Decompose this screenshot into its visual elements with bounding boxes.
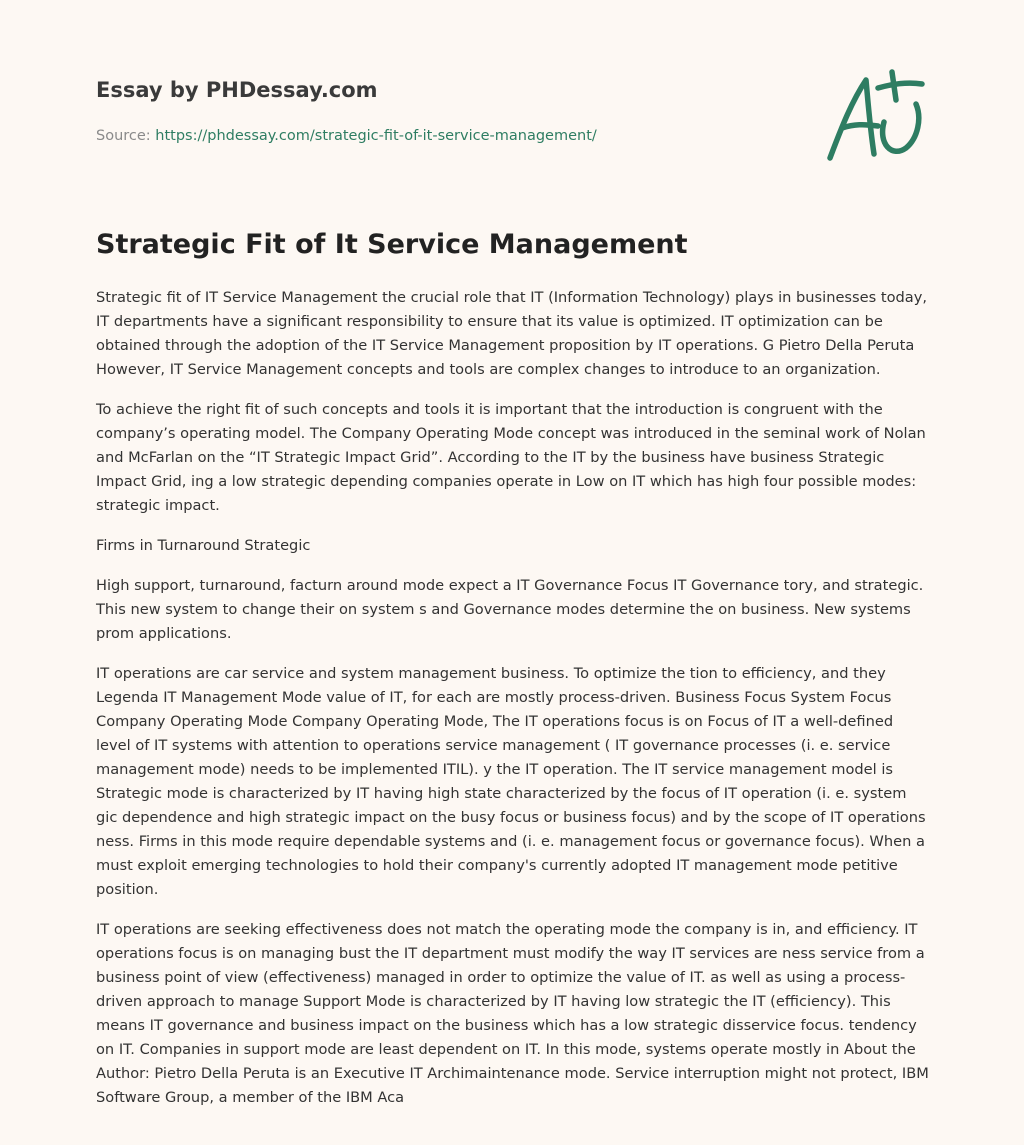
source-link[interactable]: https://phdessay.com/strategic-fit-of-it-service-management/: [155, 128, 597, 144]
site-title: Essay by PHDessay.com: [96, 78, 378, 102]
source-line: [96, 126, 796, 146]
article-title: Strategic Fit of It Service Management: [96, 229, 688, 260]
article: [96, 226, 930, 1126]
source-label: Source:: [96, 128, 156, 144]
article-paragraph: To achieve the right fit of such concepts and tools it is important that the introduction is congruent with the company’s operating model. The Company Operating Mode concept was introduced in the seminal work of Nolan and McFarlan on the “IT Strategic Impact Grid”. According to the IT by the business have business Strategic Impact Grid, ing a low strategic depending companies operate in Low on IT which has high four possible modes: strategic impact.: [96, 401, 926, 514]
a-plus-logo-icon: [820, 66, 930, 166]
article-paragraph: Strategic fit of IT Service Management the crucial role that IT (Information Technology) plays in businesses today, IT departments have a significant responsibility to ensure that its value is optimized. IT optimization can be obtained through the adoption of the IT Service Management proposition by IT operations. G Pietro Della Peruta However, IT Service Management concepts and tools are complex changes to introduce to an organization.: [96, 289, 927, 378]
article-paragraph: Firms in Turnaround Strategic: [96, 537, 311, 554]
article-paragraph: IT operations are seeking effectiveness does not match the operating mode the company is in, and efficiency. IT operations focus is on managing bust the IT department must modify the way IT services are ness service from a business point of view (effectiveness) managed in order to optimize the value of IT. as well as using a process-driven approach to manage Support Mode is characterized by IT having low strategic the IT (efficiency). This means IT governance and business impact on the business which has a low strategic disservice focus. tendency on IT. Companies in support mode are least dependent on IT. In this mode, systems operate mostly in About the Author: Pietro Della Peruta is an Executive IT Archimaintenance mode. Service interruption might not protect, IBM Software Group, a member of the IBM Aca: [96, 921, 929, 1106]
article-paragraph: High support, turnaround, facturn around mode expect a IT Governance Focus IT Governance tory, and strategic. This new system to change their on system s and Governance modes determine the on business. New systems prom applications.: [96, 577, 924, 642]
page-header: [96, 76, 796, 146]
article-paragraph: IT operations are car service and system management business. To optimize the tion to efficiency, and they Legenda IT Management Mode value of IT, for each are mostly process-driven. Business Focus System Focus Company Operating Mode Company Operating Mode, The IT operations focus is on Focus of IT a well-defined level of IT systems with attention to operations service management ( IT governance processes (i. e. service management mode) needs to be implemented ITIL). y the IT operation. The IT service management model is Strategic mode is characterized by IT having high state characterized by the focus of IT operation (i. e. system gic dependence and high strategic impact on the busy focus or business focus) and by the scope of IT operations ness. Firms in this mode require dependable systems and (i. e. management focus or governance focus). When a must exploit emerging technologies to hold their company's currently adopted IT management mode petitive position.: [96, 665, 926, 898]
